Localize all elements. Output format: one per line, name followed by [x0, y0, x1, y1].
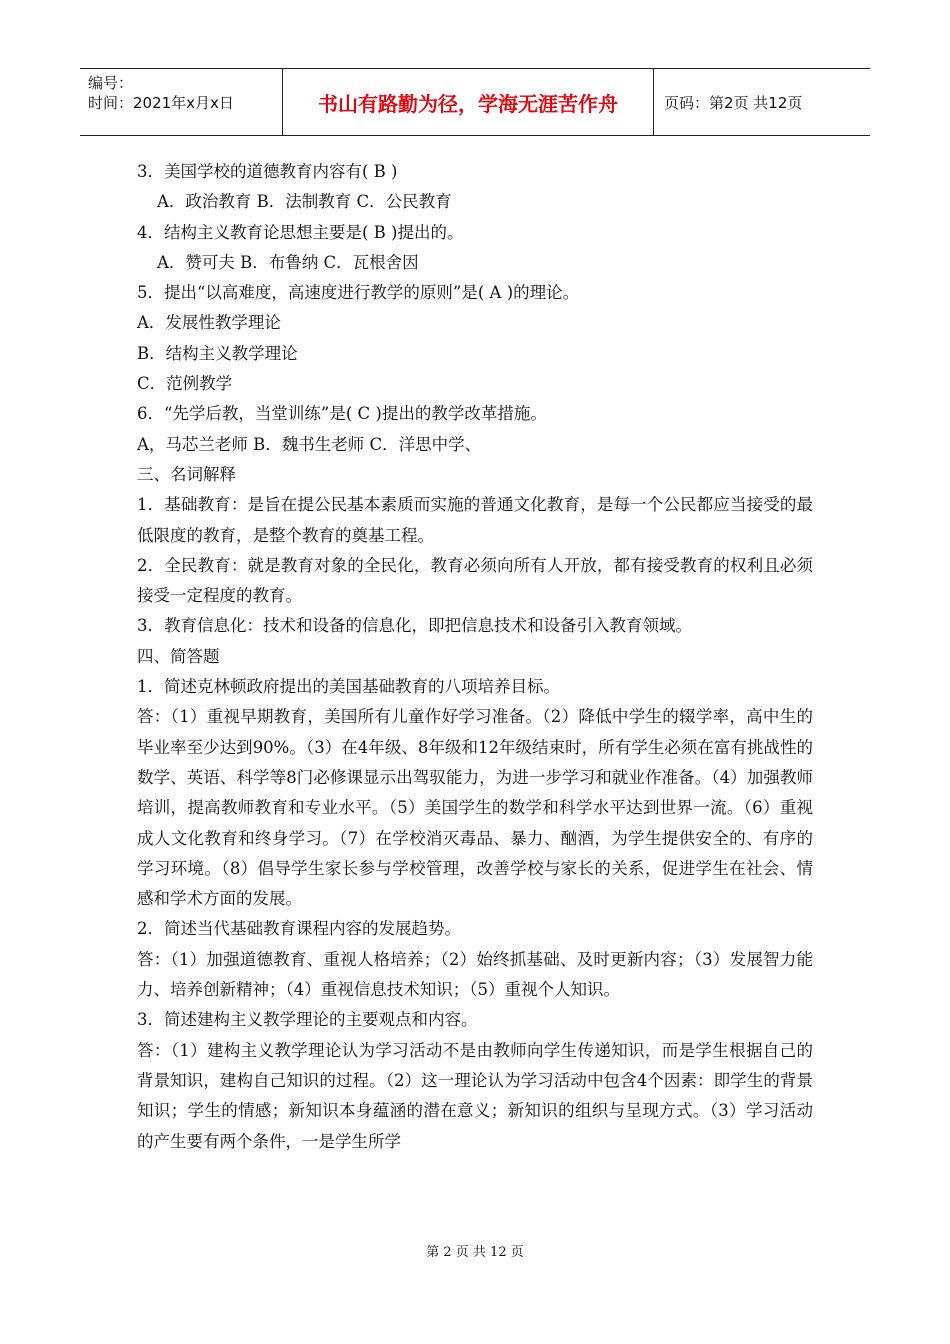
question-3: 3．美国学校的道德教育内容有( B ) — [137, 162, 398, 181]
term-basic-education: 1．基础教育：是旨在提公民基本素质而实施的普通文化教育，是每一个公民都应当接受的最低限度的教育，是整个教育的奠基工程。 — [137, 495, 813, 545]
header-motto: 书山有路勤为径，学海无涯苦作舟 — [283, 69, 654, 135]
header-page-info: 页码：第2页 共12页 — [664, 93, 803, 112]
question-6: 6．“先学后教，当堂训练”是( C )提出的教学改革措施。 — [137, 404, 547, 424]
short-answer-3-question: 3．简述建构主义教学理论的主要观点和内容。 — [137, 1010, 478, 1030]
short-answer-2-answer: 答：（1）加强道德教育、重视人格培养；（2）始终抓基础、及时更新内容；（3）发展智力能力、培养创新精神；（4）重视信息技术知识；（5）重视个人知识。 — [137, 949, 813, 1000]
term-universal-education: 2．全民教育：就是教育对象的全民化，教育必须向所有人开放，都有接受教育的权利且必须接受一定程度的教育。 — [137, 555, 813, 606]
document-date: 时间：2021年x月x日 — [88, 94, 234, 112]
question-5: 5．提出“以高难度，高速度进行教学的原则”是( A )的理论。 — [137, 283, 580, 303]
section-heading-short-answer: 四、简答题 — [137, 646, 220, 666]
section-heading-terms: 三、名词解释 — [137, 464, 236, 484]
document-number: 编号： — [88, 74, 134, 92]
question-5-option-c: C．范例教学 — [137, 374, 233, 394]
short-answer-1-answer: 答：（1）重视早期教育，美国所有儿童作好学习准备。（2）降低中学生的辍学率，高中生的毕业率至少达到90%。（3）在4年级、8年级和12年级结束时，所有学生必须在富有挑战性的数学、英语、科学等8门必修课显示出驾驭能力，为进一步学习和就业作准备。（4）加强教师培训，提高教师教育和专业水平。（5）美国学生的数学和科学水平达到世界一流。（6）重视成人文化教育和终身学习。（7）在学校消灭毒品、暴力、酗酒，为学生提供安全的、有序的学习环境。（8）倡导学生家长参与学校管理，改善学校与家长的关系，促进学生在社会、情感和学术方面的发展。 — [137, 707, 813, 909]
document-body — [137, 157, 813, 1157]
question-6-options: A，马芯兰老师 B．魏书生老师 C．洋思中学、 — [137, 434, 482, 454]
question-4-options: A．赞可夫 B．布鲁纳 C．瓦根舍因 — [157, 252, 419, 272]
short-answer-1-question: 1．简述克林顿政府提出的美国基础教育的八项培养目标。 — [137, 677, 560, 697]
page-header — [80, 68, 870, 136]
question-5-option-a: A．发展性教学理论 — [137, 313, 281, 333]
short-answer-3-answer: 答：（1）建构主义教学理论认为学习活动不是由教师向学生传递知识，而是学生根据自己的背景知识，建构自己知识的过程。（2）这一理论认为学习活动中包含4个因素：即学生的背景知识；学生的情感；新知识本身蕴涵的潜在意义；新知识的组织与呈现方式。（3）学习活动的产生要有两个条件，一是学生所学 — [137, 1040, 813, 1151]
question-3-options: A．政治教育 B．法制教育 C．公民教育 — [157, 192, 452, 212]
header-meta — [80, 69, 283, 135]
term-education-informatization: 3．教育信息化：技术和设备的信息化，即把信息技术和设备引入教育领域。 — [137, 616, 692, 636]
page-footer: 第 2 页 共 12 页 — [426, 1245, 524, 1260]
short-answer-2-question: 2．简述当代基础教育课程内容的发展趋势。 — [137, 919, 461, 939]
question-5-option-b: B．结构主义教学理论 — [137, 343, 298, 363]
question-4: 4．结构主义教育论思想主要是( B )提出的。 — [137, 222, 464, 242]
